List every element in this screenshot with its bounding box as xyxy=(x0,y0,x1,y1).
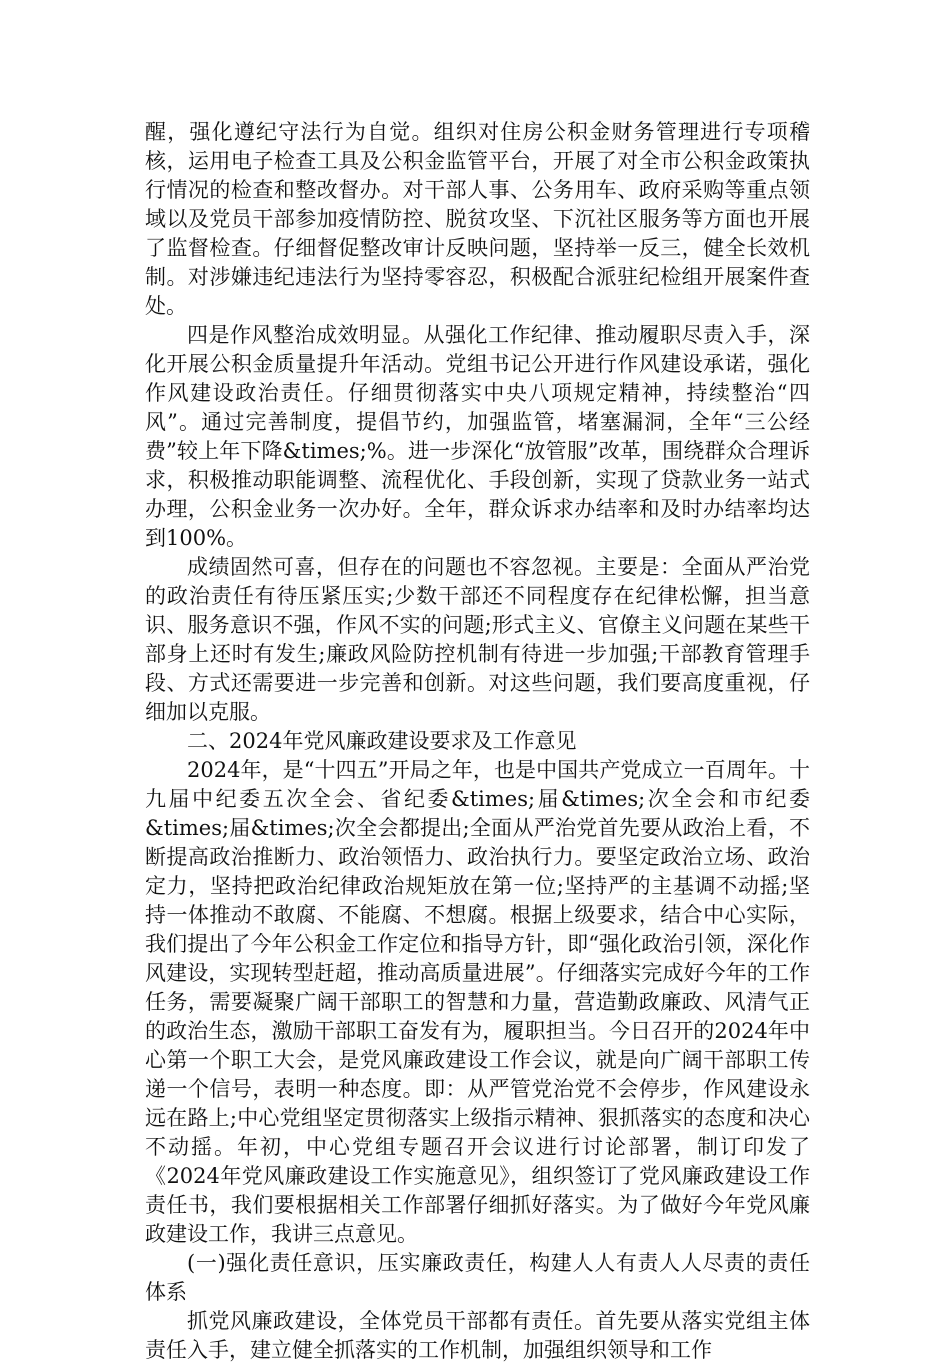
paragraph-responsibility: 抓党风廉政建设，全体党员干部都有责任。首先要从落实党组主体责任入手，建立健全抓落实的工作机制，加强组织领导和工作 xyxy=(145,1309,810,1362)
paragraph-style-rectification: 四是作风整治成效明显。从强化工作纪律、推动履职尽责入手，深化开展公积金质量提升年活动。党组书记公开进行作风建设承诺，强化作风建设政治责任。仔细贯彻落实中央八项规定精神，持续整治“四风”。通过完善制度，提倡节约，加强监管，堵塞漏洞，全年“三公经费”较上年下降&times;%。进一步深化“放管服”改革，围绕群众合理诉求，积极推动职能调整、流程优化、手段创新，实现了贷款业务一站式办理，公积金业务一次办好。全年，群众诉求办结率和及时办结率均达到100%。 xyxy=(145,323,810,550)
subsection-heading-responsibility: (一)强化责任意识，压实廉政责任，构建人人有责人人尽责的责任体系 xyxy=(145,1251,810,1304)
paragraph-problems: 成绩固然可喜，但存在的问题也不容忽视。主要是：全面从严治党的政治责任有待压紧压实;少数干部还不同程度存在纪律松懈，担当意识、服务意识不强，作风不实的问题;形式主义、官僚主义问题在某些干部身上还时有发生;廉政风险防控机制有待进一步加强;干部教育管理手段、方式还需要进一步完善和创新。对这些问题，我们要高度重视，仔细加以克服。 xyxy=(145,555,810,724)
section-heading-2024-requirements: 二、2024年党风廉政建设要求及工作意见 xyxy=(187,729,577,753)
paragraph-continuation: 醒，强化遵纪守法行为自觉。组织对住房公积金财务管理进行专项稽核，运用电子检查工具及公积金监管平台，开展了对全市公积金政策执行情况的检查和整改督办。对干部人事、公务用车、政府采购等重点领域以及党员干部参加疫情防控、脱贫攻坚、下沉社区服务等方面也开展了监督检查。仔细督促整改审计反映问题，坚持举一反三，健全长效机制。对涉嫌违纪违法行为坚持零容忍，积极配合派驻纪检组开展案件查处。 xyxy=(145,120,810,318)
paragraph-2024-overview: 2024年，是“十四五”开局之年，也是中国共产党成立一百周年。十九届中纪委五次全会、省纪委&times;届&times;次全会和市纪委&times;届&times;次全会都提出;全面从严治党首先要从政治上看，不断提高政治推断力、政治领悟力、政治执行力。要坚定政治立场、政治定力，坚持把政治纪律政治规矩放在第一位;坚持严的主基调不动摇;坚持一体推动不敢腐、不能腐、不想腐。根据上级要求，结合中心实际，我们提出了今年公积金工作定位和指导方针，即“强化政治引领，深化作风建设，实现转型赶超，推动高质量进展”。仔细落实完成好今年的工作任务，需要凝聚广阔干部职工的智慧和力量，营造勤政廉政、风清气正的政治生态，激励干部职工奋发有为，履职担当。今日召开的2024年中心第一个职工大会，是党风廉政建设工作会议，就是向广阔干部职工传递一个信号，表明一种态度。即：从严管党治党不会停步，作风建设永远在路上;中心党组坚定贯彻落实上级指示精神、狠抓落实的态度和决心不动摇。年初，中心党组专题召开会议进行讨论部署，制订印发了《2024年党风廉政建设工作实施意见》，组织签订了党风廉政建设工作责任书，我们要根据相关工作部署仔细抓好落实。为了做好今年党风廉政建设工作，我讲三点意见。 xyxy=(145,758,810,1246)
document-page xyxy=(145,118,810,1365)
